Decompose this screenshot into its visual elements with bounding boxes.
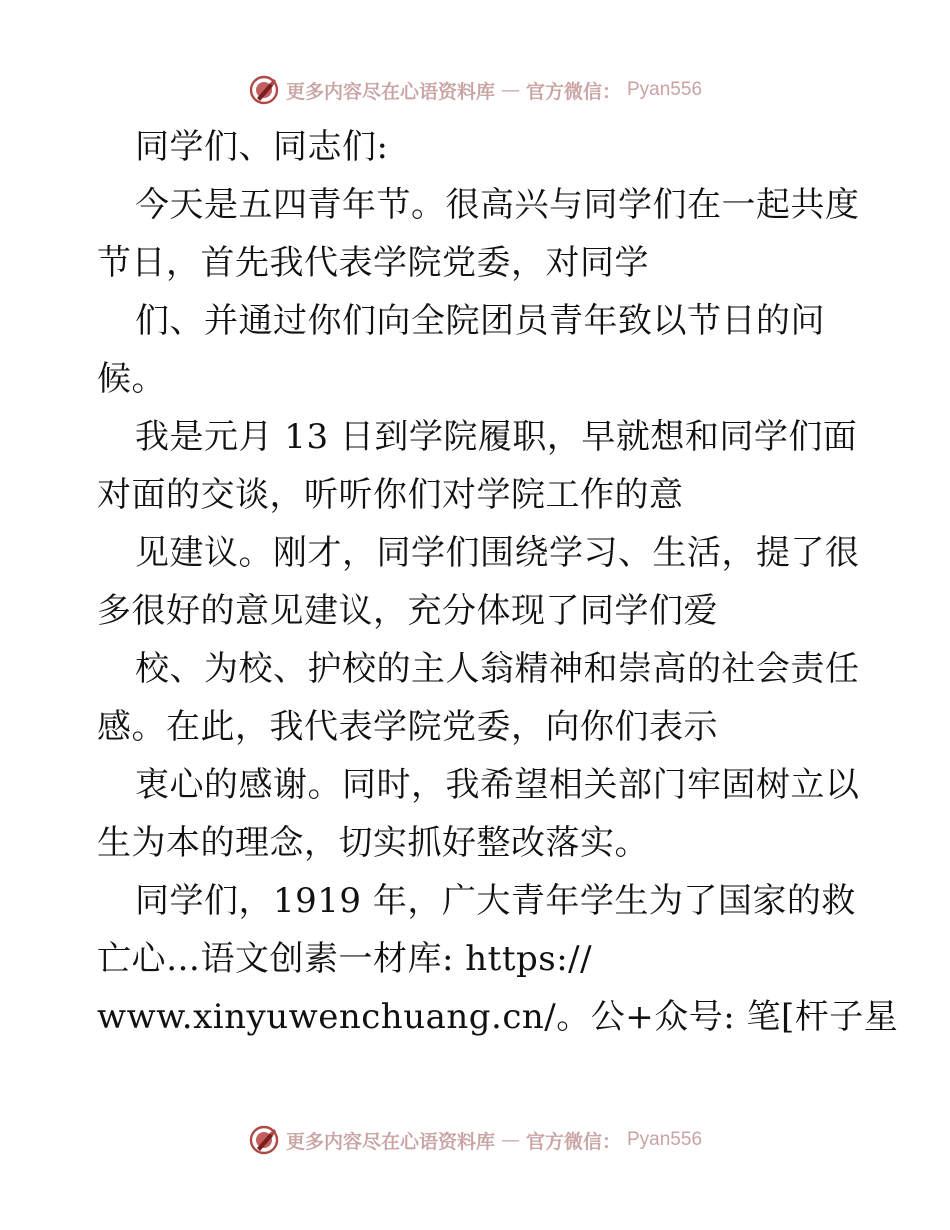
body-line: 校、为校、护校的主人翁精神和崇高的社会责任	[135, 649, 860, 689]
body-line: 对面的交谈，听听你们对学院工作的意	[97, 475, 684, 515]
body-line: 感。在此，我代表学院党委，向你们表示	[97, 707, 718, 747]
body-line: 见建议。刚才，同学们围绕学习、生活，提了很	[135, 533, 860, 573]
pen-logo-icon	[248, 74, 280, 106]
banner-separator: —	[500, 1129, 520, 1151]
body-line: 节日，首先我代表学院党委，对同学	[97, 243, 649, 283]
banner-main-text: 更多内容尽在心语资料库	[285, 1130, 495, 1153]
banner-official-label: 官方微信：	[525, 1130, 621, 1153]
body-line: 衷心的感谢。同时，我希望相关部门牢固树立以	[135, 765, 860, 805]
body-line: 多很好的意见建议，充分体现了同学们爱	[97, 591, 718, 631]
body-line: 候。	[97, 359, 166, 399]
body-line: 同学们，1919 年，广大青年学生为了国家的救	[135, 881, 856, 921]
body-line: www.xinyuwenchuang.cn/。公+众号: 笔[杆子星	[97, 997, 899, 1037]
banner-separator: —	[500, 79, 520, 101]
salutation-line: 同学们、同志们:	[135, 127, 389, 167]
body-line: 们、并通过你们向全院团员青年致以节日的问	[135, 301, 825, 341]
banner-wechat-id: Pyan556	[627, 1129, 703, 1150]
banner-wechat-id: Pyan556	[627, 79, 703, 100]
pen-logo-icon	[248, 1124, 280, 1156]
body-line: 亡心…语文创素一材库: https://	[97, 939, 593, 979]
banner-main-text: 更多内容尽在心语资料库	[285, 80, 495, 103]
header-watermark	[0, 70, 950, 110]
body-line: 今天是五四青年节。很高兴与同学们在一起共度	[135, 185, 860, 225]
footer-watermark	[0, 1120, 950, 1160]
banner-official-label: 官方微信：	[525, 80, 621, 103]
body-line: 生为本的理念，切实抓好整改落实。	[97, 823, 649, 863]
body-line: 我是元月 13 日到学院履职，早就想和同学们面	[135, 417, 858, 457]
